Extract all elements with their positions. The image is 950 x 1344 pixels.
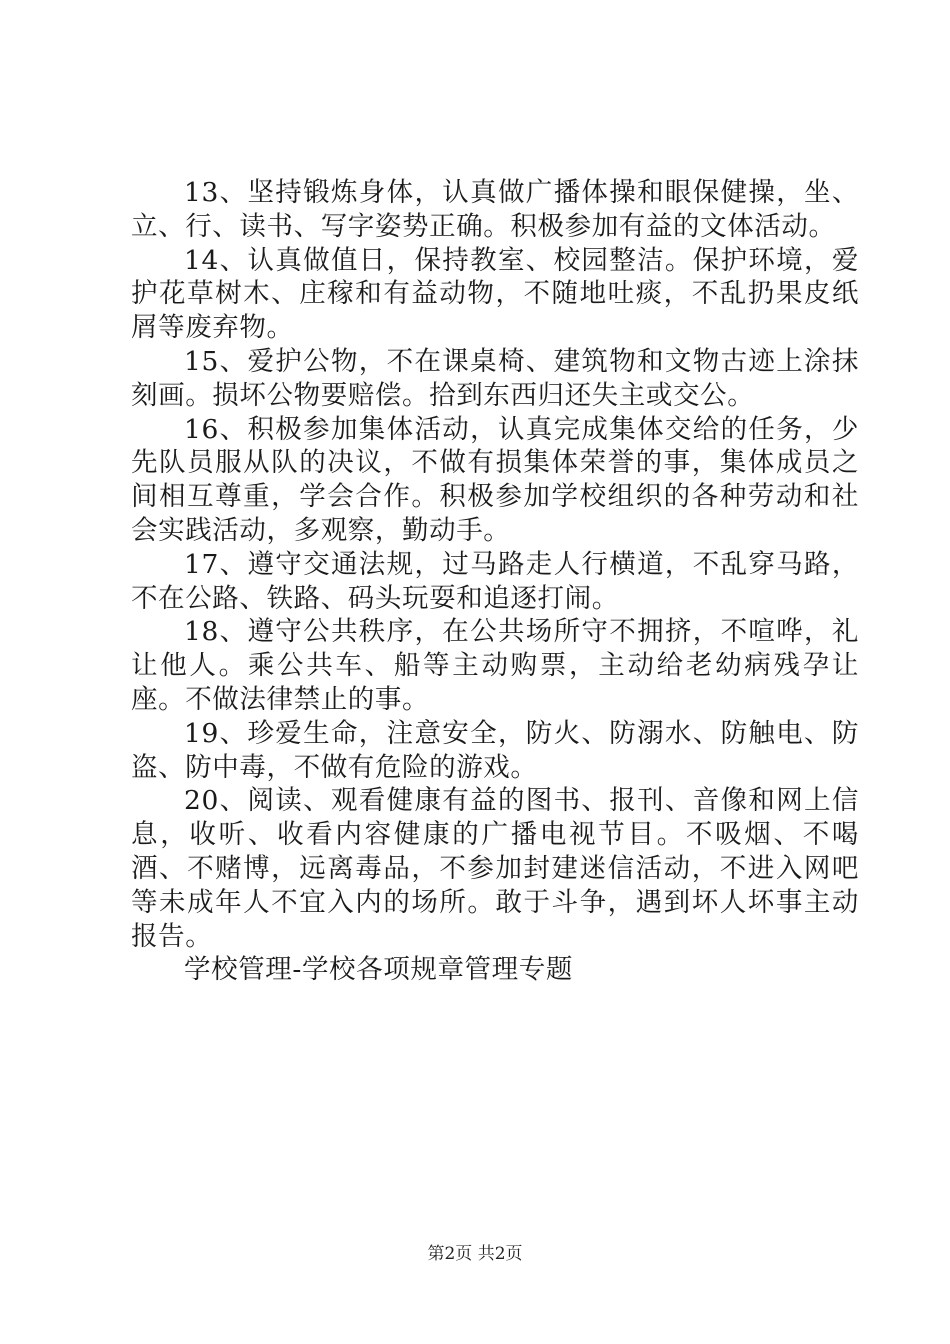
closing-line: 学校管理-学校各项规章管理专题	[184, 954, 573, 986]
paragraph-17: 17、遵守交通法规，过马路走人行横道，不乱穿马路，不在公路、铁路、码头玩耍和追逐打闹。	[131, 548, 859, 614]
paragraph-18: 18、遵守公共秩序，在公共场所守不拥挤，不喧哗，礼让他人。乘公共车、船等主动购票，主动给老幼病残孕让座。不做法律禁止的事。	[131, 616, 859, 715]
paragraph-16: 16、积极参加集体活动，认真完成集体交给的任务，少先队员服从队的决议，不做有损集体荣誉的事，集体成员之间相互尊重，学会合作。积极参加学校组织的各种劳动和社会实践活动，多观察，勤动手。	[131, 413, 859, 546]
paragraph-20: 20、阅读、观看健康有益的图书、报刊、音像和网上信息，收听、收看内容健康的广播电视节目。不吸烟、不喝酒、不赌博，远离毒品，不参加封建迷信活动，不进入网吧等未成年人不宜入内的场所。敢于斗争，遇到坏人坏事主动报告。	[131, 785, 859, 952]
page-number-label: 第2页 共2页	[427, 1244, 523, 1264]
document-body	[131, 176, 859, 987]
paragraph-19: 19、珍爱生命，注意安全，防火、防溺水、防触电、防盗、防中毒，不做有危险的游戏。	[131, 717, 859, 783]
page-footer	[0, 1243, 950, 1265]
paragraph-15: 15、爱护公物，不在课桌椅、建筑物和文物古迹上涂抹刻画。损坏公物要赔偿。拾到东西归还失主或交公。	[131, 345, 859, 411]
paragraph-13: 13、坚持锻炼身体，认真做广播体操和眼保健操，坐、立、行、读书、写字姿势正确。积极参加有益的文体活动。	[131, 177, 859, 242]
paragraph-14: 14、认真做值日，保持教室、校园整洁。保护环境，爱护花草树木、庄稼和有益动物，不随地吐痰，不乱扔果皮纸屑等废弃物。	[131, 244, 859, 344]
